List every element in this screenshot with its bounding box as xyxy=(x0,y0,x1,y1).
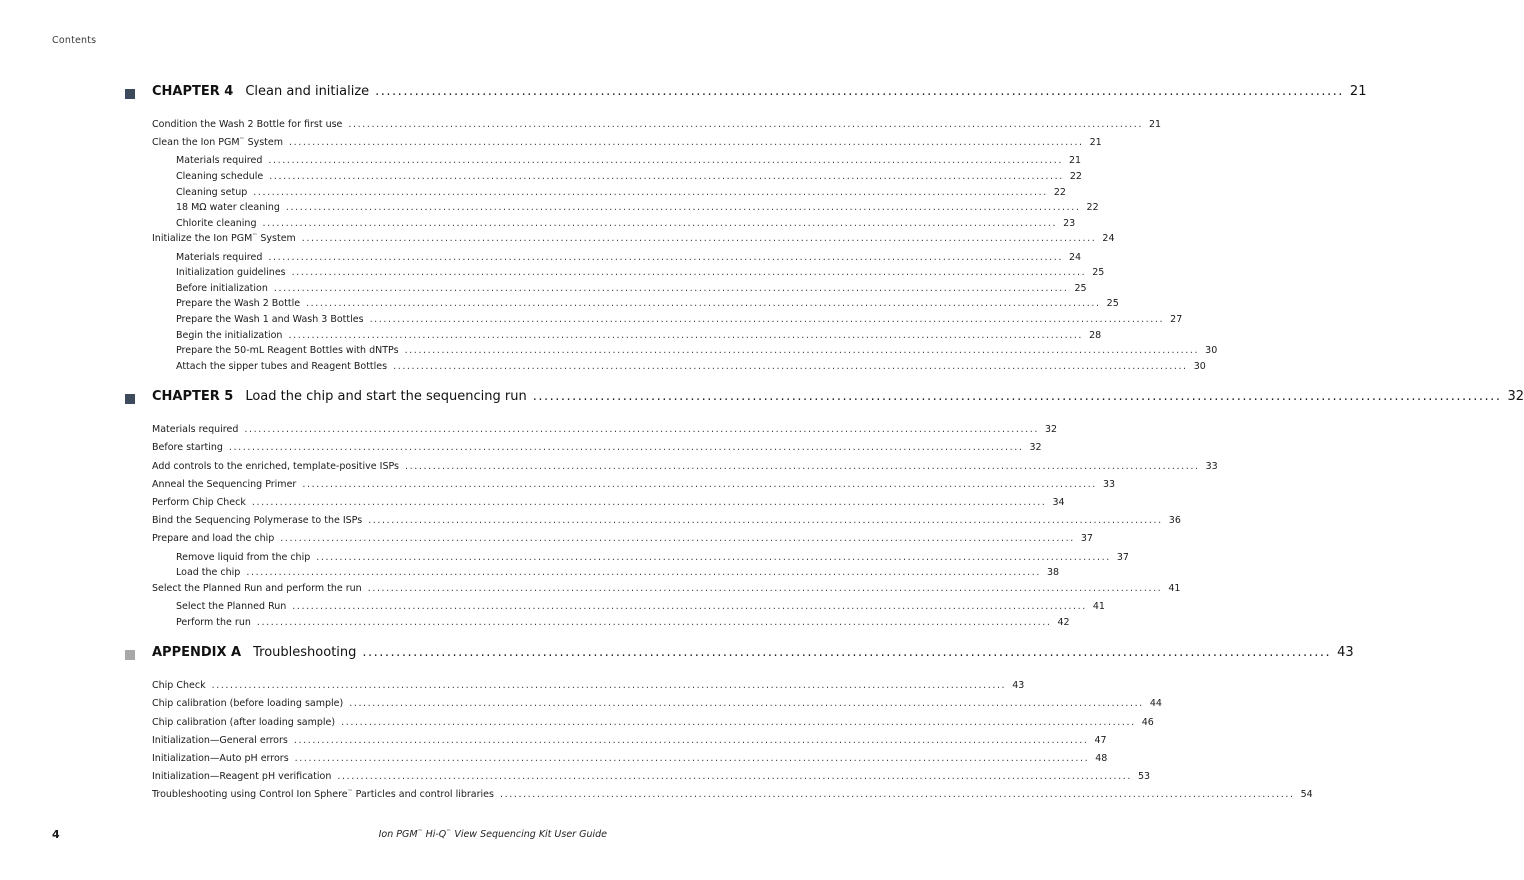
toc-entry[interactable] xyxy=(125,515,1181,533)
toc-entry[interactable] xyxy=(125,119,1162,137)
toc-subentry[interactable] xyxy=(125,186,1066,203)
entry-page: 38 xyxy=(1046,567,1060,579)
chapter-page: 32 xyxy=(1507,389,1524,405)
toc-entry[interactable] xyxy=(125,734,1107,753)
entry-page: 41 xyxy=(1092,600,1105,612)
entry-label: Bind the Sequencing Polymerase to the ISPs xyxy=(152,515,363,527)
entry-page: 47 xyxy=(1094,734,1107,746)
entry-label: Prepare the Wash 2 Bottle xyxy=(176,298,301,310)
leader-dots: ............................................................................................................................................................................ xyxy=(285,202,1081,214)
entry-label: Initialize the Ion PGM™ System xyxy=(152,233,296,245)
entry-label: Initialization—Reagent pH verification xyxy=(152,771,332,783)
trademark-symbol: ™ xyxy=(347,789,353,796)
entry-label: Prepare the Wash 1 and Wash 3 Bottles xyxy=(176,313,364,325)
toc-subentry[interactable] xyxy=(125,251,1082,268)
chapter-square-icon xyxy=(125,394,135,404)
entry-label: Cleaning setup xyxy=(176,186,248,198)
entry-label: Chlorite cleaning xyxy=(176,217,257,229)
entry-label: Initialization guidelines xyxy=(176,267,286,279)
leader-dots: ............................................................................................................................................................................ xyxy=(289,137,1084,149)
entry-label: Select the Planned Run xyxy=(176,600,287,612)
leader-dots: ............................................................................................................................................................................ xyxy=(362,645,1332,661)
toc-entry[interactable] xyxy=(125,424,1058,442)
entry-page: 22 xyxy=(1086,202,1099,214)
entry-label: Attach the sipper tubes and Reagent Bottles xyxy=(176,360,388,372)
entry-page: 25 xyxy=(1092,267,1105,279)
page-number: 4 xyxy=(52,828,60,841)
appendix-a-heading[interactable] xyxy=(125,645,1354,669)
entry-page: 44 xyxy=(1149,698,1162,710)
leader-dots: ............................................................................................................................................................................ xyxy=(341,716,1136,728)
entry-page: 25 xyxy=(1106,298,1119,310)
leader-dots: ............................................................................................................................................................................ xyxy=(293,734,1089,746)
toc-entry[interactable] xyxy=(125,716,1154,735)
chapter-5-heading[interactable] xyxy=(125,389,1524,413)
entry-page: 41 xyxy=(1168,582,1181,594)
entry-label: Begin the initialization xyxy=(176,329,283,341)
toc-subentry[interactable] xyxy=(125,329,1102,346)
toc-subentry[interactable] xyxy=(125,313,1183,330)
entry-label: Prepare and load the chip xyxy=(152,533,275,545)
entry-page: 24 xyxy=(1068,251,1082,263)
toc-entry[interactable] xyxy=(125,233,1115,251)
leader-dots: ............................................................................................................................................................................ xyxy=(269,170,1064,182)
entry-page: 48 xyxy=(1095,752,1108,764)
leader-dots: ............................................................................................................................................................................ xyxy=(228,442,1024,454)
toc-subentry[interactable] xyxy=(125,155,1082,171)
leader-dots: ............................................................................................................................................................................ xyxy=(316,551,1111,563)
leader-dots: ............................................................................................................................................................................ xyxy=(244,424,1039,436)
entry-label: Condition the Wash 2 Bottle for first use xyxy=(152,119,343,130)
entry-page: 37 xyxy=(1080,533,1093,545)
toc-subentry[interactable] xyxy=(125,345,1218,361)
toc-subentry[interactable] xyxy=(125,298,1119,314)
entry-page: 32 xyxy=(1044,424,1058,436)
chapter-title: Troubleshooting xyxy=(253,645,357,661)
entry-label: Remove liquid from the chip xyxy=(176,551,311,563)
trademark-symbol: ™ xyxy=(252,233,258,240)
leader-dots: ............................................................................................................................................................................ xyxy=(273,282,1069,294)
entry-label: Chip Check xyxy=(152,680,206,692)
leader-dots: ............................................................................................................................................................................ xyxy=(393,360,1188,372)
entry-page: 28 xyxy=(1089,329,1102,341)
leader-dots: ............................................................................................................................................................................ xyxy=(499,789,1295,801)
chapter-square-icon xyxy=(125,89,135,99)
leader-dots: ............................................................................................................................................................................ xyxy=(251,497,1047,509)
leader-dots: ............................................................................................................................................................................ xyxy=(302,478,1097,490)
leader-dots: ............................................................................................................................................................................ xyxy=(268,251,1063,263)
trademark-symbol: ™ xyxy=(239,137,245,144)
document-title: Ion PGM™ Hi-Q™ View Sequencing Kit User Guide xyxy=(378,828,607,840)
entry-page: 23 xyxy=(1063,217,1076,229)
leader-dots: ............................................................................................................................................................................ xyxy=(246,567,1041,579)
entry-page: 43 xyxy=(1012,680,1025,692)
leader-dots: ............................................................................................................................................................................ xyxy=(306,298,1101,310)
toc-subentry[interactable] xyxy=(125,267,1105,283)
running-head: Contents xyxy=(52,35,97,46)
entry-page: 36 xyxy=(1168,515,1181,527)
entry-label: Materials required xyxy=(176,155,263,167)
chapter-number: CHAPTER 4 xyxy=(152,84,234,99)
entry-page: 37 xyxy=(1116,551,1129,563)
leader-dots: ............................................................................................................................................................................ xyxy=(337,771,1132,783)
toc-entry[interactable] xyxy=(125,771,1151,789)
chapter-number: CHAPTER 5 xyxy=(152,389,234,405)
toc-subentry[interactable] xyxy=(125,202,1099,218)
chapter-title: Load the chip and start the sequencing run xyxy=(245,389,527,405)
entry-label: Initialization—General errors xyxy=(152,734,288,746)
toc-subentry[interactable] xyxy=(125,551,1129,568)
entry-page: 46 xyxy=(1141,716,1154,728)
leader-dots: ............................................................................................................................................................................ xyxy=(367,582,1163,594)
chapter-page: 21 xyxy=(1349,84,1367,99)
leader-dots: ............................................................................................................................................................................ xyxy=(301,233,1097,245)
entry-page: 21 xyxy=(1149,119,1162,130)
toc-entry[interactable] xyxy=(125,497,1065,515)
entry-page: 22 xyxy=(1069,170,1082,182)
toc-entry[interactable] xyxy=(125,789,1313,807)
leader-dots: ............................................................................................................................................................................ xyxy=(262,217,1058,229)
entry-page: 24 xyxy=(1102,233,1115,245)
toc-entry[interactable] xyxy=(125,478,1116,497)
entry-page: 21 xyxy=(1089,137,1102,149)
leader-dots: ............................................................................................................................................................................ xyxy=(375,84,1344,99)
leader-dots: ............................................................................................................................................................................ xyxy=(405,460,1200,472)
table-of-contents xyxy=(125,84,1524,807)
toc-entry[interactable] xyxy=(125,680,1025,698)
leader-dots: ............................................................................................................................................................................ xyxy=(348,119,1143,130)
toc-subentry[interactable] xyxy=(125,600,1105,617)
entry-page: 30 xyxy=(1205,345,1218,357)
toc-subentry[interactable] xyxy=(125,217,1076,234)
entry-label: Prepare the 50-mL Reagent Bottles with dNTPs xyxy=(176,345,399,357)
entry-page: 53 xyxy=(1137,771,1151,783)
entry-page: 33 xyxy=(1205,460,1218,472)
entry-label: Chip calibration (after loading sample) xyxy=(152,716,336,728)
leader-dots: ............................................................................................................................................................................ xyxy=(280,533,1075,545)
entry-page: 22 xyxy=(1053,186,1066,198)
entry-label: Load the chip xyxy=(176,567,241,579)
entry-label: Anneal the Sequencing Primer xyxy=(152,478,297,490)
leader-dots: ............................................................................................................................................................................ xyxy=(288,329,1084,341)
entry-page: 21 xyxy=(1068,155,1082,167)
toc-subentry[interactable] xyxy=(125,170,1082,187)
leader-dots: ............................................................................................................................................................................ xyxy=(532,389,1502,405)
entry-label: Chip calibration (before loading sample) xyxy=(152,698,344,710)
leader-dots: ............................................................................................................................................................................ xyxy=(256,616,1052,628)
leader-dots: ............................................................................................................................................................................ xyxy=(291,267,1087,279)
leader-dots: ............................................................................................................................................................................ xyxy=(253,186,1048,198)
toc-entry[interactable] xyxy=(125,582,1181,601)
entry-label: Materials required xyxy=(152,424,239,436)
leader-dots: ............................................................................................................................................................................ xyxy=(292,600,1087,612)
entry-label: Clean the Ion PGM™ System xyxy=(152,137,283,149)
leader-dots: ............................................................................................................................................................................ xyxy=(349,698,1144,710)
toc-entry[interactable] xyxy=(125,442,1042,460)
leader-dots: ............................................................................................................................................................................ xyxy=(369,313,1165,325)
chapter-number: APPENDIX A xyxy=(152,645,242,661)
entry-page: 42 xyxy=(1057,616,1070,628)
entry-page: 34 xyxy=(1052,497,1065,509)
leader-dots: ............................................................................................................................................................................ xyxy=(368,515,1163,527)
toc-subentry[interactable] xyxy=(125,616,1070,633)
toc-entry[interactable] xyxy=(125,752,1108,771)
chapter-title: Clean and initialize xyxy=(245,84,370,99)
toc-entry[interactable] xyxy=(125,460,1218,479)
entry-page: 54 xyxy=(1300,789,1313,801)
entry-label: Add controls to the enriched, template-positive ISPs xyxy=(152,460,399,472)
toc-subentry[interactable] xyxy=(125,282,1087,299)
toc-entry[interactable] xyxy=(125,533,1093,551)
entry-label: 18 MΩ water cleaning xyxy=(176,202,280,214)
entry-label: Before starting xyxy=(152,442,223,454)
entry-label: Perform Chip Check xyxy=(152,497,246,509)
entry-page: 32 xyxy=(1029,442,1042,454)
entry-label: Select the Planned Run and perform the run xyxy=(152,582,362,594)
toc-entry[interactable] xyxy=(125,137,1102,155)
toc-entry[interactable] xyxy=(125,698,1162,716)
entry-label: Initialization—Auto pH errors xyxy=(152,752,289,764)
entry-page: 30 xyxy=(1193,360,1206,372)
entry-page: 27 xyxy=(1170,313,1183,325)
trademark-symbol: ™ xyxy=(417,828,423,835)
toc-subentry[interactable] xyxy=(125,567,1060,583)
entry-label: Perform the run xyxy=(176,616,251,628)
entry-label: Cleaning schedule xyxy=(176,170,264,182)
trademark-symbol: ™ xyxy=(446,828,452,835)
entry-label: Materials required xyxy=(176,251,263,263)
chapter-page: 43 xyxy=(1337,645,1354,661)
leader-dots: ............................................................................................................................................................................ xyxy=(268,155,1063,167)
entry-page: 25 xyxy=(1074,282,1087,294)
leader-dots: ............................................................................................................................................................................ xyxy=(211,680,1007,692)
entry-page: 33 xyxy=(1102,478,1116,490)
chapter-square-icon xyxy=(125,650,135,660)
leader-dots: ............................................................................................................................................................................ xyxy=(404,345,1200,357)
entry-label: Before initialization xyxy=(176,282,268,294)
leader-dots: ............................................................................................................................................................................ xyxy=(294,752,1090,764)
entry-label: Troubleshooting using Control Ion Sphere™ Particles and control libraries xyxy=(152,789,494,801)
toc-subentry[interactable] xyxy=(125,360,1206,377)
chapter-4-heading[interactable] xyxy=(125,84,1367,108)
